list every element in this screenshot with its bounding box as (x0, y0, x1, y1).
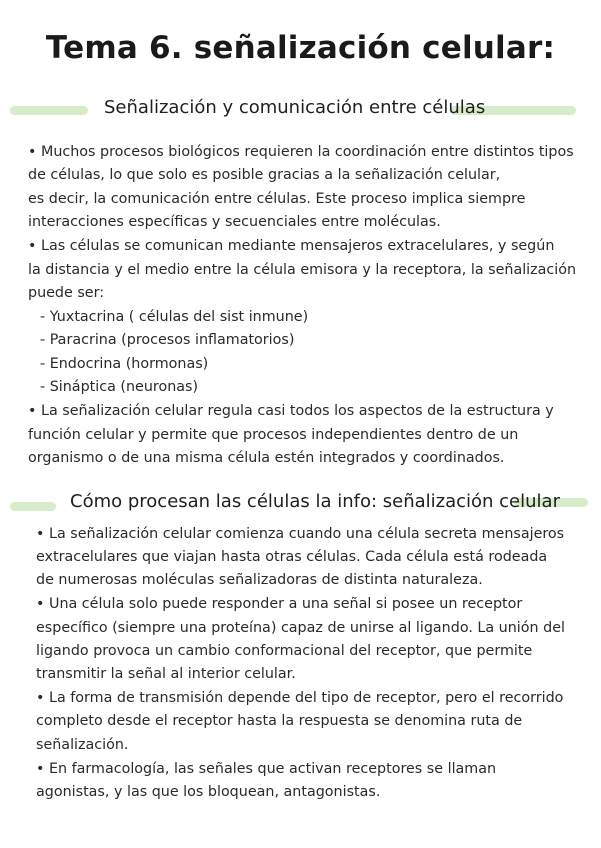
list-item: - Sináptica (neuronas) (40, 379, 199, 395)
text-line: puede ser: (28, 285, 105, 301)
section-heading-processing: Cómo procesan las células la info: señalización celular (70, 491, 560, 512)
heading-highlight-left (10, 106, 88, 115)
section-heading-signaling: Señalización y comunicación entre células (104, 97, 486, 118)
text-line: • En farmacología, las señales que activan receptores se llaman (36, 761, 497, 777)
text-line: ligando provoca un cambio conformacional del receptor, que permite (36, 643, 533, 659)
text-line: • La señalización celular comienza cuando una célula secreta mensajeros (36, 526, 565, 542)
page-title: Tema 6. señalización celular: (45, 30, 556, 66)
list-item: - Paracrina (procesos inflamatorios) (40, 332, 295, 348)
text-line: es decir, la comunicación entre células. Este proceso implica siempre (28, 191, 526, 207)
heading-highlight-left (10, 502, 56, 511)
text-line: extracelulares que viajan hasta otras células. Cada célula está rodeada (36, 549, 548, 565)
text-line: agonistas, y las que los bloquean, antagonistas. (36, 784, 381, 800)
text-line: • Una célula solo puede responder a una señal si posee un receptor (36, 596, 523, 612)
text-line: transmitir la señal al interior celular. (36, 666, 296, 682)
text-line: función celular y permite que procesos independientes dentro de un (28, 427, 519, 443)
text-line: • Las células se comunican mediante mensajeros extracelulares, y según (28, 238, 555, 254)
text-line: • La señalización celular regula casi todos los aspectos de la estructura y (28, 403, 554, 419)
text-line: específico (siempre una proteína) capaz de unirse al ligando. La unión del (36, 620, 565, 636)
text-line: de células, lo que solo es posible gracias a la señalización celular, (28, 167, 501, 183)
text-line: organismo o de una misma célula estén integrados y coordinados. (28, 450, 505, 466)
text-line: de numerosas moléculas señalizadoras de distinta naturaleza. (36, 572, 483, 588)
text-line: • Muchos procesos biológicos requieren la coordinación entre distintos tipos (28, 144, 574, 160)
text-line: señalización. (36, 737, 129, 753)
list-item: - Yuxtacrina ( células del sist inmune) (40, 309, 309, 325)
text-line: completo desde el receptor hasta la respuesta se denomina ruta de (36, 713, 523, 729)
text-line: interacciones específicas y secuenciales entre moléculas. (28, 214, 441, 230)
text-line: • La forma de transmisión depende del tipo de receptor, pero el recorrido (36, 690, 564, 706)
list-item: - Endocrina (hormonas) (40, 356, 209, 372)
text-line: la distancia y el medio entre la célula emisora y la receptora, la señalización (28, 262, 577, 278)
